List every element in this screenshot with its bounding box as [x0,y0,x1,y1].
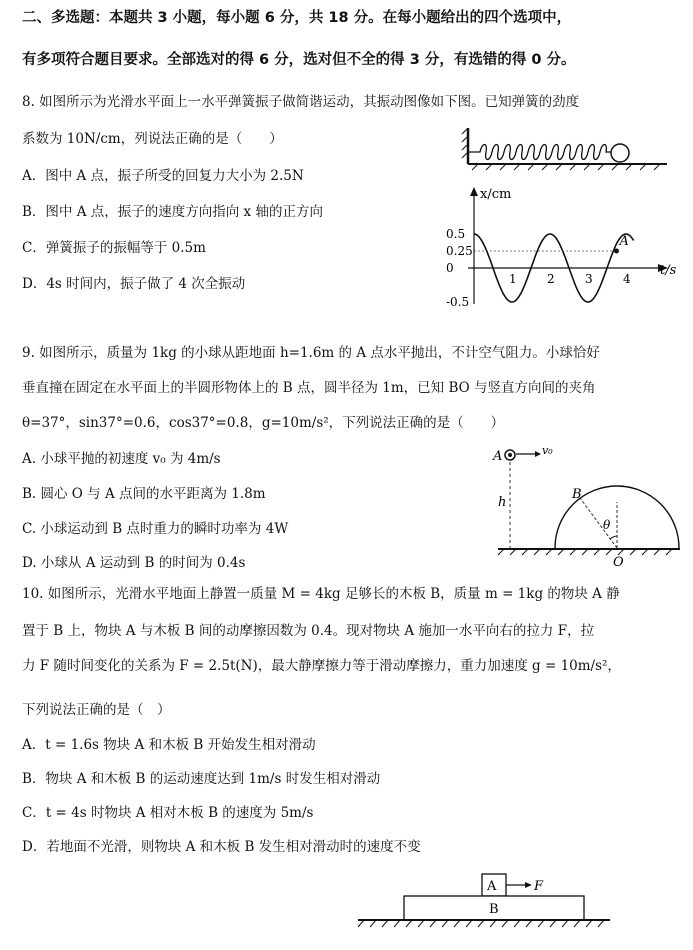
q9-stem-line-2: 垂直撞在固定在水平面上的半圆形物体上的 B 点，圆半径为 1m，已知 BO 与竖直方向间的夹角 [22,380,596,396]
q10-option-b: B．物块 A 和木板 B 的运动速度达到 1m/s 时发生相对滑动 [22,771,381,787]
y-axis-label: x/cm [480,187,512,202]
label-v0: v₀ [542,444,553,457]
q10-stem-line-4: 下列说法正确的是（ ） [22,702,171,718]
angle-arc [610,536,617,539]
q10-option-a: A．t = 1.6s 物块 A 和木板 B 开始发生相对滑动 [22,737,316,753]
velocity-arrowhead [535,451,541,457]
label-a: A [493,449,503,464]
ground-hatch [358,920,604,927]
y-tick-label: 0.25 [446,244,473,258]
q8-option-a: A．图中 A 点，振子所受的回复力大小为 2.5N [22,168,304,184]
y-tick-label: 0 [446,261,454,275]
point-a-marker [614,249,619,254]
y-tick-label: -0.5 [446,295,470,309]
x-tick-label: 3 [585,272,593,286]
q8-stem-line-2: 系数为 10N/cm，列说法正确的是（ ） [22,131,283,147]
q9-option-c: C. 小球运动到 B 点时重力的瞬时功率为 4W [22,521,289,537]
q8-option-c: C．弹簧振子的振幅等于 0.5m [22,240,206,256]
q8-option-d: D．4s 时间内，振子做了 4 次全振动 [22,276,246,292]
q9-stem-line-3: θ=37°，sin37°=0.6，cos37°=0.8，g=10m/s²，下列说法正确的是（ ） [22,415,505,431]
ball-center [508,453,512,457]
block-board-figure [354,872,614,934]
q10-option-d: D．若地面不光滑，则物块 A 和木板 B 发生相对滑动时的速度不变 [22,839,421,855]
q10-option-c: C．t = 4s 时物块 A 相对木板 B 的速度为 5m/s [22,805,314,821]
q9-option-d: D. 小球从 A 运动到 B 的时间为 0.4s [22,555,246,571]
q8-option-b: B．图中 A 点，振子的速度方向指向 x 轴的正方向 [22,204,323,220]
q9-option-a: A. 小球平抛的初速度 v₀ 为 4m/s [22,451,221,467]
force-label: F [534,879,544,894]
oscillator-ball [611,144,629,162]
point-a-label: A [619,234,629,249]
spring-oscillator-figure [462,124,672,176]
label-h: h [498,495,507,510]
label-o: O [613,555,624,570]
q10-stem-line-1: 10. 如图所示，光滑水平地面上静置一质量 M = 4kg 足够长的木板 B，质量 m = 1kg 的物块 A 静 [22,586,620,602]
section-header-line-1: 二、多选题：本题共 3 小题，每小题 6 分，共 18 分。在每小题给出的四个选项中， [22,10,572,26]
x-axis-label: t/s [660,263,677,278]
section-header-line-2: 有多项符合题目要求。全部选对的得 6 分，选对但不全的得 3 分，有选错的得 0 分。 [22,52,576,68]
x-tick-label: 2 [547,272,555,286]
y-tick-label: 0.5 [446,227,466,241]
vibration-graph [440,182,685,312]
x-tick-label: 4 [623,272,631,286]
q10-stem-line-3: 力 F 随时间变化的关系为 F = 2.5t(N)，最大静摩擦力等于滑动摩擦力，重力加速度 g = 10m/s²， [22,658,621,674]
y-axis-arrow [470,187,478,196]
label-b: B [572,487,582,502]
q8-stem-line-1: 8. 如图所示为光滑水平面上一水平弹簧振子做简谐运动，其振动图像如下图。已知弹簧的劲度 [22,94,580,110]
spring [468,145,612,160]
q10-stem-line-2: 置于 B 上，物块 A 与木板 B 间的动摩擦因数为 0.4。现对物块 A 施加一水平向右的拉力 F，拉 [22,623,595,639]
q9-option-b: B. 圆心 O 与 A 点间的水平距离为 1.8m [22,486,266,502]
label-theta: θ [603,518,611,532]
board-b-label: B [489,902,499,917]
block-a-label: A [487,879,497,894]
q9-stem-line-1: 9. 如图所示，质量为 1kg 的小球从距地面 h=1.6m 的 A 点水平抛出，不计空气阻力。小球恰好 [22,345,600,361]
projectile-semicircle-figure [490,440,680,570]
x-tick-label: 1 [509,272,517,286]
force-arrowhead [525,882,532,888]
radius-bo [580,498,617,548]
